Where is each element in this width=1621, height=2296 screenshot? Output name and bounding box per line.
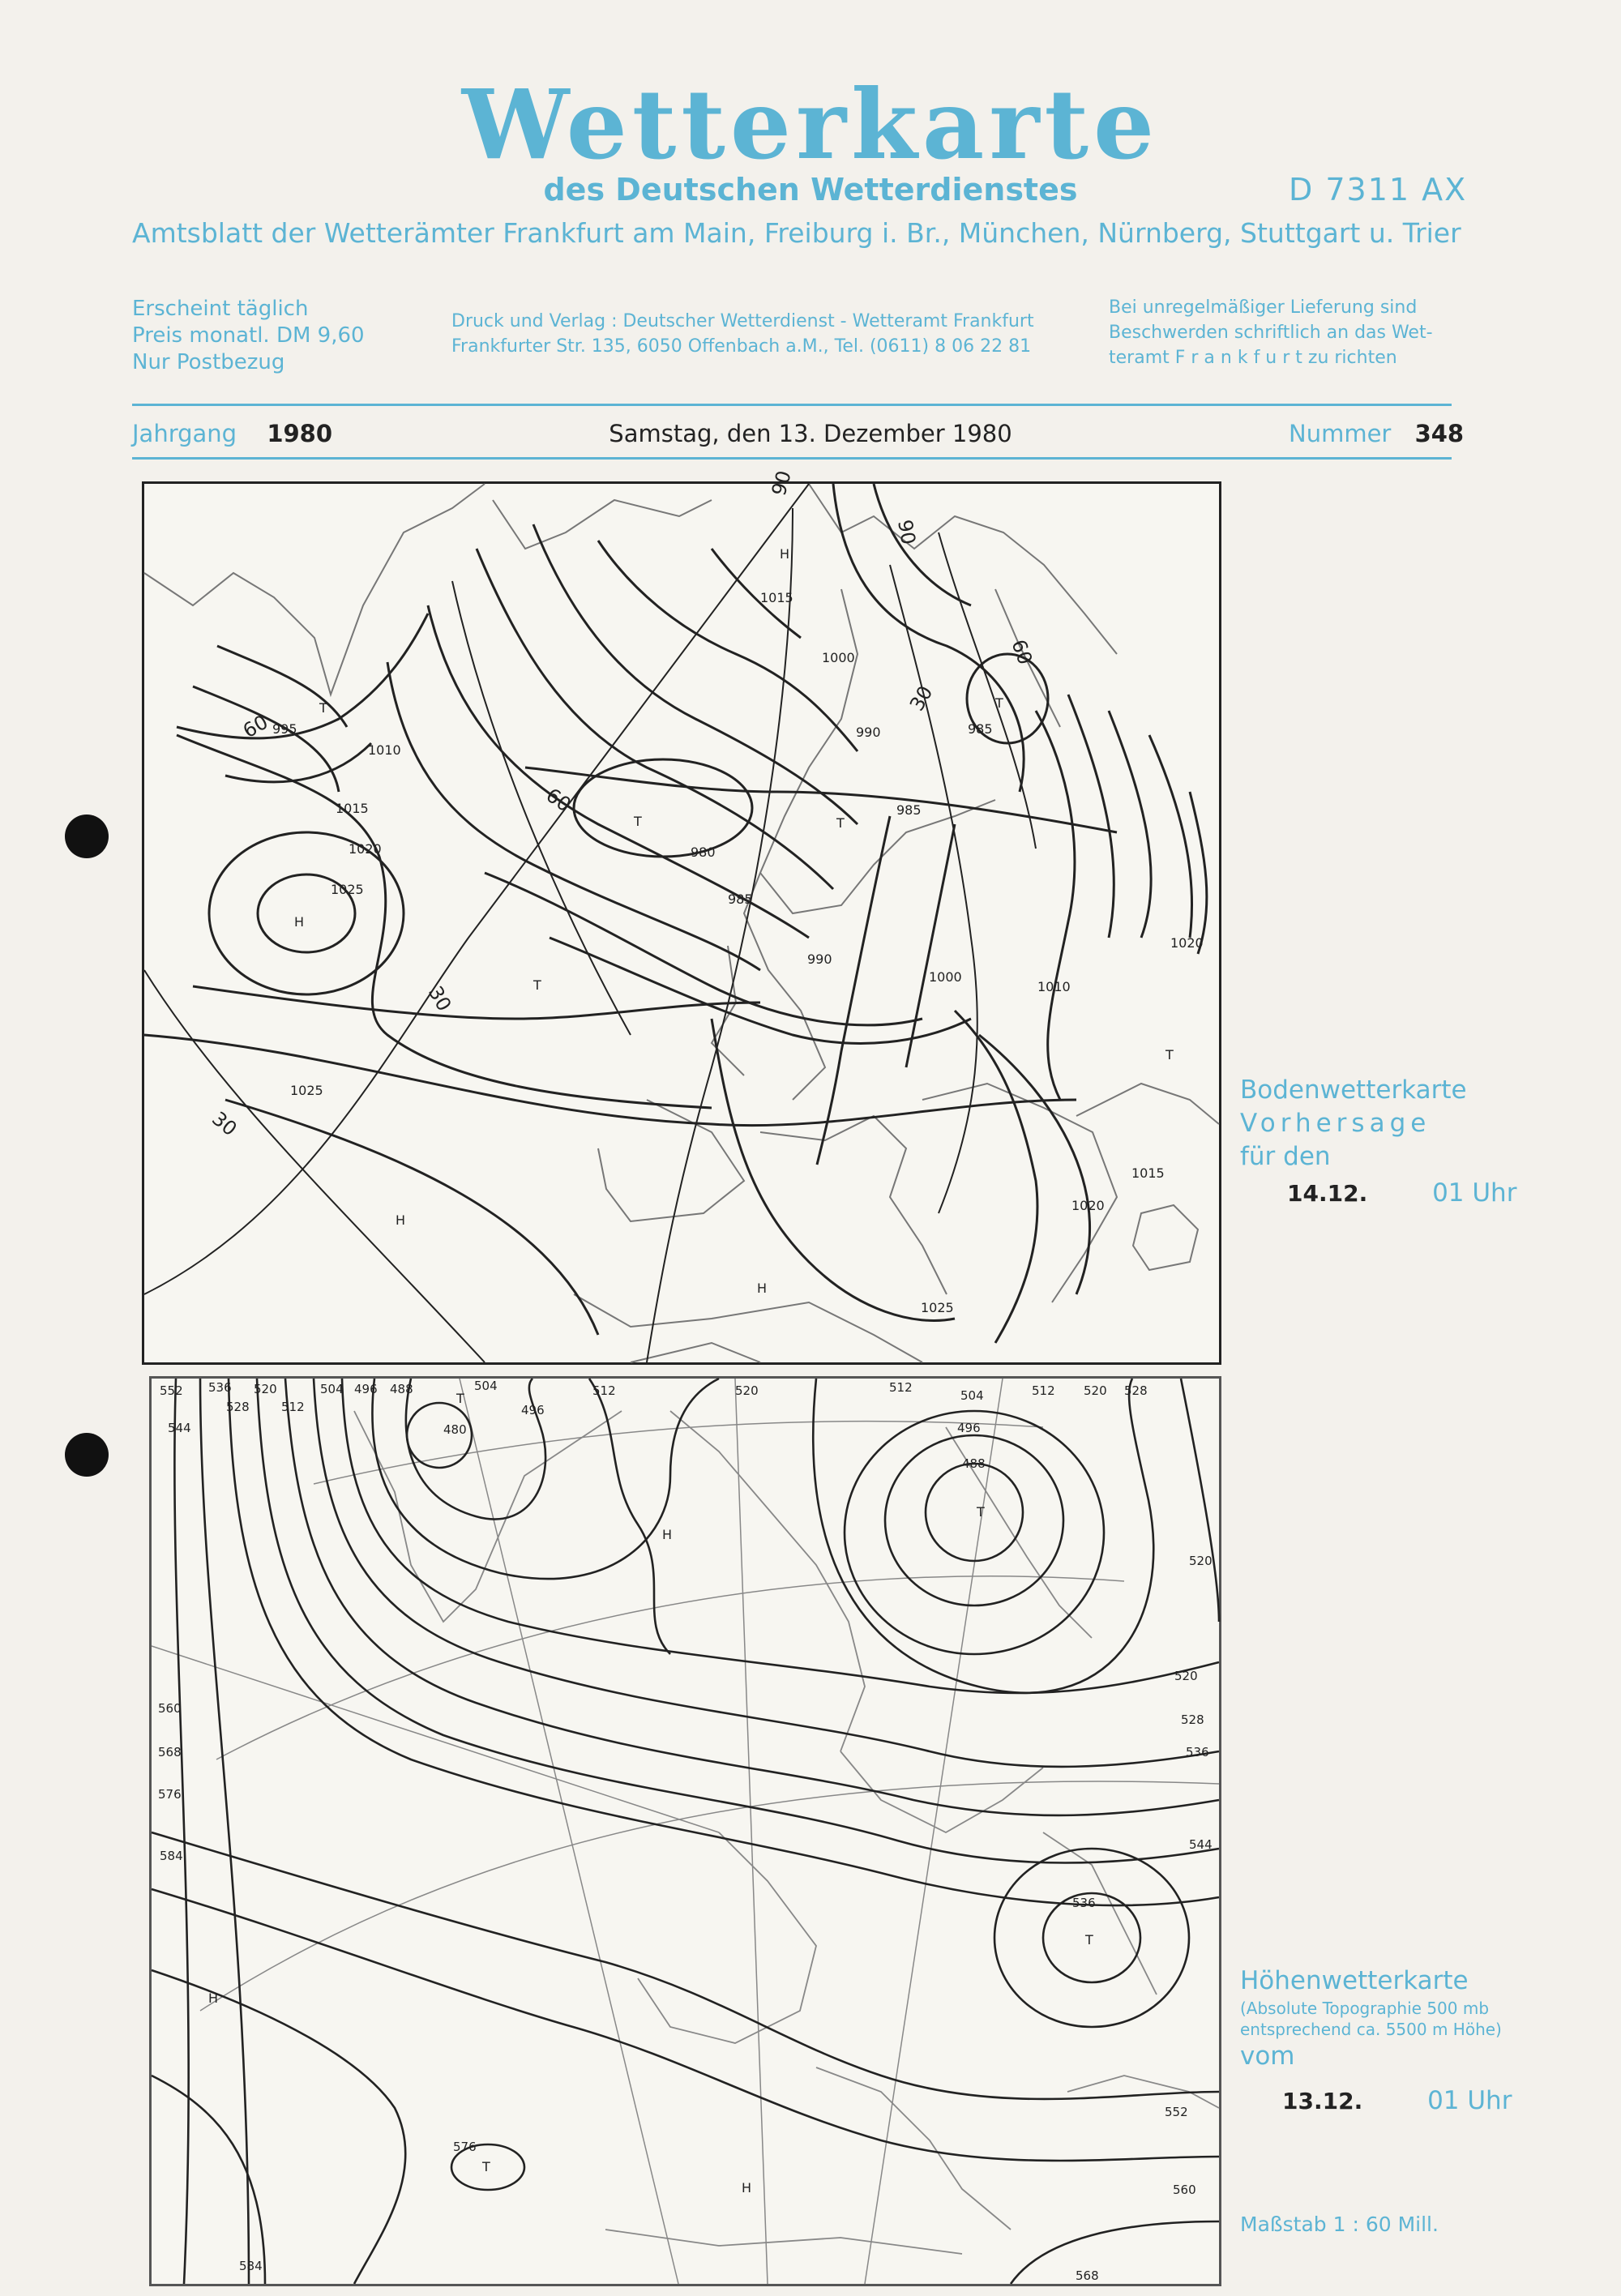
contour-label: 496: [957, 1421, 981, 1435]
contour-label: 528: [226, 1400, 250, 1414]
pressure-label: 1020: [1170, 935, 1204, 951]
pressure-label: 990: [807, 951, 832, 967]
caption-line: Höhenwetterkarte: [1240, 1966, 1469, 1995]
thickness-label: 60: [541, 783, 575, 817]
low-pressure-center: T: [977, 1504, 985, 1520]
low-pressure-center: T: [836, 815, 845, 831]
jahrgang-label: Jahrgang: [132, 420, 237, 447]
caption-note-line: (Absolute Topographie 500 mb: [1240, 1999, 1490, 2018]
pressure-label: 1025: [290, 1083, 323, 1098]
contour-label: 536: [1072, 1896, 1096, 1910]
pressure-label: 1000: [929, 969, 962, 985]
pressure-label: 990: [856, 725, 881, 740]
isobars: [144, 484, 1207, 1343]
contour-label: 560: [158, 1701, 182, 1716]
contour-label: 568: [1076, 2268, 1099, 2283]
publication-info-left: [132, 296, 365, 376]
contour-label: 568: [158, 1745, 182, 1759]
pressure-label: 1010: [1037, 979, 1071, 994]
contour-label: 576: [453, 2140, 477, 2154]
high-pressure-center: H: [208, 1990, 219, 2006]
pressure-label: 985: [728, 891, 753, 907]
contour-label: 488: [390, 1382, 413, 1396]
info-line: Erscheint täglich: [132, 297, 309, 321]
pressure-label: 995: [272, 721, 297, 737]
contour-label: 512: [281, 1400, 305, 1414]
info-line: Preis monatl. DM 9,60: [132, 323, 365, 348]
contour-label: 496: [521, 1403, 545, 1417]
coastline: [144, 484, 1219, 1362]
upper-map-valid-time: [1240, 2084, 1512, 2118]
page-subtitle: des Deutschen Wetterdienstes: [543, 172, 1078, 207]
contour-label: 528: [1181, 1712, 1204, 1727]
pressure-label: 1015: [336, 801, 369, 816]
contour-label: 512: [889, 1380, 913, 1395]
nummer-value: 348: [1414, 420, 1465, 447]
contour-label: 560: [1173, 2183, 1196, 2197]
pressure-centers: [294, 546, 1174, 1296]
contour-label: 520: [1189, 1554, 1213, 1568]
contour-label: 520: [1174, 1669, 1198, 1683]
info-line: Nur Postbezug: [132, 350, 285, 374]
contour-label: 504: [960, 1388, 984, 1403]
contour-label: 504: [474, 1379, 498, 1393]
caption-line: Bodenwetterkarte: [1240, 1075, 1467, 1105]
contour-label: 536: [208, 1380, 232, 1395]
amtsblatt-line: Amtsblatt der Wetterämter Frankfurt am Main, Freiburg i. Br., München, Nürnberg, Stuttgart u. Trier: [132, 217, 1461, 249]
nummer: [1289, 420, 1464, 447]
info-line: Bei unregelmäßiger Lieferung sind: [1109, 297, 1418, 318]
info-line: teramt F r a n k f u r t zu richten: [1109, 348, 1397, 368]
contour-label: 520: [1084, 1383, 1107, 1398]
page-title: Wetterkarte: [461, 68, 1160, 181]
low-pressure-center: T: [1085, 1932, 1093, 1948]
surface-weather-map: [142, 468, 1221, 1365]
pressure-label: 1020: [349, 841, 382, 857]
pressure-label: 985: [896, 802, 922, 818]
punch-hole: [65, 815, 109, 858]
high-pressure-center: H: [757, 1281, 768, 1296]
punch-hole: [65, 1433, 109, 1477]
contour-label: 576: [158, 1787, 182, 1802]
upper-map-svg: [152, 1379, 1219, 2284]
caption-note-line: entsprechend ca. 5500 m Höhe): [1240, 2020, 1502, 2039]
high-pressure-center: H: [662, 1527, 673, 1542]
pressure-label: 985: [968, 721, 993, 737]
contour-label: 512: [1032, 1383, 1055, 1398]
nummer-label: Nummer: [1289, 420, 1392, 447]
contour-labels-other: [239, 1896, 1099, 2283]
contour-label: 520: [735, 1383, 759, 1398]
divider-top: [132, 404, 1452, 406]
pressure-label: 1000: [822, 650, 855, 665]
surface-map-date: 14.12.: [1287, 1180, 1368, 1207]
low-pressure-center: T: [456, 1391, 464, 1406]
low-pressure-center: T: [1165, 1047, 1174, 1062]
low-pressure-center: T: [482, 2159, 490, 2174]
thickness-label: 60: [239, 710, 272, 743]
caption-vom: vom: [1240, 2042, 1295, 2071]
high-pressure-center: H: [294, 914, 305, 930]
pressure-label: 1025: [331, 882, 364, 897]
pressure-centers: [208, 1391, 1093, 2196]
contours: [152, 1379, 1219, 2284]
surface-map-valid-time: [1240, 1177, 1516, 1210]
contour-label: 480: [443, 1422, 467, 1437]
pressure-label: 1010: [368, 742, 401, 758]
publisher-info: [451, 309, 1034, 359]
high-pressure-center: H: [742, 2180, 752, 2196]
low-pressure-center: T: [634, 814, 642, 829]
high-pressure-center: H: [780, 546, 790, 562]
pressure-label: 1015: [1131, 1165, 1165, 1181]
publication-code: D 7311 AX: [1289, 172, 1468, 207]
contour-label: 528: [1124, 1383, 1148, 1398]
low-pressure-center: T: [995, 695, 1003, 711]
contour-label: 504: [320, 1382, 344, 1396]
surface-map-time: 01 Uhr: [1432, 1178, 1517, 1208]
contour-label: 512: [592, 1383, 616, 1398]
caption-note: [1240, 1998, 1512, 2040]
coastline: [354, 1411, 1219, 2254]
surface-map-svg: [144, 468, 1219, 1362]
contour-label: 552: [1165, 2105, 1188, 2119]
pressure-labels: [272, 590, 1204, 1315]
thickness-label: 30: [905, 682, 938, 715]
issue-date: Samstag, den 13. Dezember 1980: [609, 420, 1012, 447]
pressure-label: 1020: [1071, 1198, 1105, 1213]
contour-label: 520: [254, 1382, 277, 1396]
contour-label: 536: [1186, 1745, 1209, 1759]
thickness-label: 90: [893, 518, 920, 547]
upper-map-time: 01 Uhr: [1427, 2086, 1512, 2115]
upper-map-caption: [1240, 1965, 1512, 2118]
info-line: Beschwerden schriftlich an das Wet-: [1109, 323, 1433, 343]
pressure-label: 980: [691, 844, 716, 860]
info-line: Frankfurter Str. 135, 6050 Offenbach a.M., Tel. (0611) 8 06 22 81: [451, 336, 1032, 357]
caption-line: Vorhersage: [1240, 1109, 1431, 1138]
pressure-label: 1025: [921, 1300, 954, 1315]
contour-label: 488: [962, 1456, 986, 1471]
upper-map-date: 13.12.: [1282, 2088, 1363, 2114]
contour-label: 584: [239, 2259, 263, 2273]
jahrgang-value: 1980: [267, 420, 333, 447]
upper-air-map: [149, 1376, 1221, 2286]
thickness-label: 30: [207, 1107, 242, 1141]
thickness-label: 60: [1007, 636, 1037, 668]
thickness-label: 90: [767, 468, 796, 498]
contour-label: 544: [168, 1421, 191, 1435]
contour-label: 584: [160, 1849, 183, 1863]
map-scale: Maßstab 1 : 60 Mill.: [1240, 2213, 1439, 2236]
pressure-label: 1015: [760, 590, 793, 605]
caption-line: für den: [1240, 1142, 1331, 1171]
contour-label: 496: [354, 1382, 378, 1396]
info-line: Druck und Verlag : Deutscher Wetterdienst - Wetteramt Frankfurt: [451, 311, 1034, 331]
contour-label: 552: [160, 1383, 183, 1398]
complaint-info: [1109, 295, 1433, 370]
surface-map-caption: [1240, 1074, 1516, 1210]
contour-label: 544: [1189, 1837, 1213, 1852]
low-pressure-center: T: [533, 977, 541, 993]
divider-bottom: [132, 457, 1452, 460]
high-pressure-center: H: [396, 1212, 406, 1228]
low-pressure-center: T: [319, 700, 327, 716]
thickness-label: 30: [423, 982, 456, 1015]
